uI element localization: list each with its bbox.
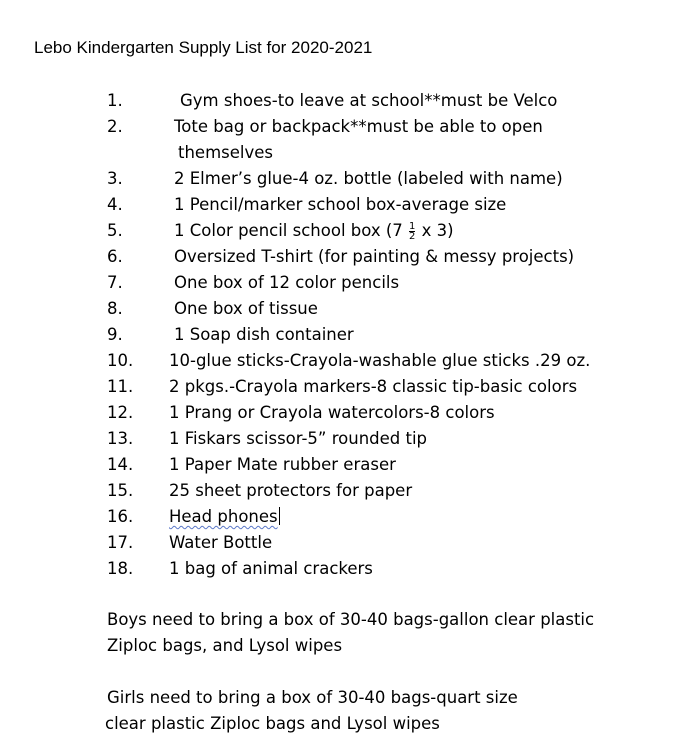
item-text: Tote bag or backpack**must be able to open [174, 117, 543, 136]
item-number: 7. [107, 273, 123, 292]
item-text: One box of tissue [174, 299, 318, 318]
boys-note-line-2: Ziploc bags, and Lysol wipes [107, 636, 343, 655]
girls-note-line-1: Girls need to bring a box of 30-40 bags-quart size [107, 688, 518, 707]
item-text: 2 Elmer’s glue-4 oz. bottle (labeled with name) [174, 169, 563, 188]
girls-note [107, 685, 518, 737]
list-item [0, 374, 676, 400]
text-cursor [279, 507, 280, 525]
supply-list [0, 88, 676, 582]
list-item [0, 322, 676, 348]
item-number: 18. [107, 559, 134, 578]
item-number: 8. [107, 299, 123, 318]
boys-note [107, 607, 594, 659]
item-text: 1 Prang or Crayola watercolors-8 colors [169, 403, 495, 422]
list-item [0, 244, 676, 270]
list-item [0, 530, 676, 556]
item-text-after: x 3) [421, 221, 454, 240]
item-number: 9. [107, 325, 123, 344]
item-text: 25 sheet protectors for paper [169, 481, 413, 500]
document-title: Lebo Kindergarten Supply List for 2020-2021 [34, 38, 373, 57]
item-text: 1 Fiskars scissor-5” rounded tip [169, 429, 428, 448]
girls-note-line-2: clear plastic Ziploc bags and Lysol wipes [105, 714, 440, 733]
list-item [0, 192, 676, 218]
list-item [0, 296, 676, 322]
item-text: Oversized T-shirt (for painting & messy projects) [174, 247, 575, 266]
fraction-denominator: 2 [409, 231, 416, 242]
item-number: 1. [107, 91, 123, 110]
item-number: 11. [107, 377, 134, 396]
item-text-misspelled: Head phones [169, 507, 278, 526]
fraction [409, 222, 415, 241]
list-item [0, 478, 676, 504]
item-text: 1 Soap dish container [174, 325, 354, 344]
list-item [0, 400, 676, 426]
item-text-group [174, 218, 454, 244]
item-number: 4. [107, 195, 123, 214]
item-number: 2. [107, 117, 123, 136]
item-text: 2 pkgs.-Crayola markers-8 classic tip-basic colors [169, 377, 578, 396]
item-text: 1 Pencil/marker school box-average size [174, 195, 507, 214]
item-text-group [169, 504, 280, 530]
item-text-continued: themselves [178, 143, 273, 162]
list-item [0, 88, 676, 114]
list-item [0, 114, 676, 166]
item-text: One box of 12 color pencils [174, 273, 400, 292]
item-number: 5. [107, 221, 123, 240]
list-item [0, 556, 676, 582]
fraction-numerator: 1 [409, 221, 416, 232]
list-item [0, 452, 676, 478]
list-item [0, 218, 676, 244]
boys-note-line-1: Boys need to bring a box of 30-40 bags-gallon clear plastic [107, 610, 595, 629]
item-number: 3. [107, 169, 123, 188]
item-text: Gym shoes-to leave at school**must be Velco [180, 91, 558, 110]
item-number: 17. [107, 533, 134, 552]
list-item [0, 166, 676, 192]
item-number: 16. [107, 507, 134, 526]
item-text: 1 Color pencil school box (7 [174, 221, 403, 240]
item-number: 12. [107, 403, 134, 422]
list-item [0, 270, 676, 296]
item-number: 15. [107, 481, 134, 500]
item-number: 13. [107, 429, 134, 448]
item-number: 14. [107, 455, 134, 474]
item-text: 1 Paper Mate rubber eraser [169, 455, 396, 474]
item-text: 10-glue sticks-Crayola-washable glue sticks .29 oz. [169, 351, 591, 370]
item-number: 6. [107, 247, 123, 266]
list-item [0, 348, 676, 374]
item-text: Water Bottle [169, 533, 273, 552]
item-number: 10. [107, 351, 134, 370]
item-text: 1 bag of animal crackers [169, 559, 373, 578]
list-item [0, 504, 676, 530]
list-item [0, 426, 676, 452]
